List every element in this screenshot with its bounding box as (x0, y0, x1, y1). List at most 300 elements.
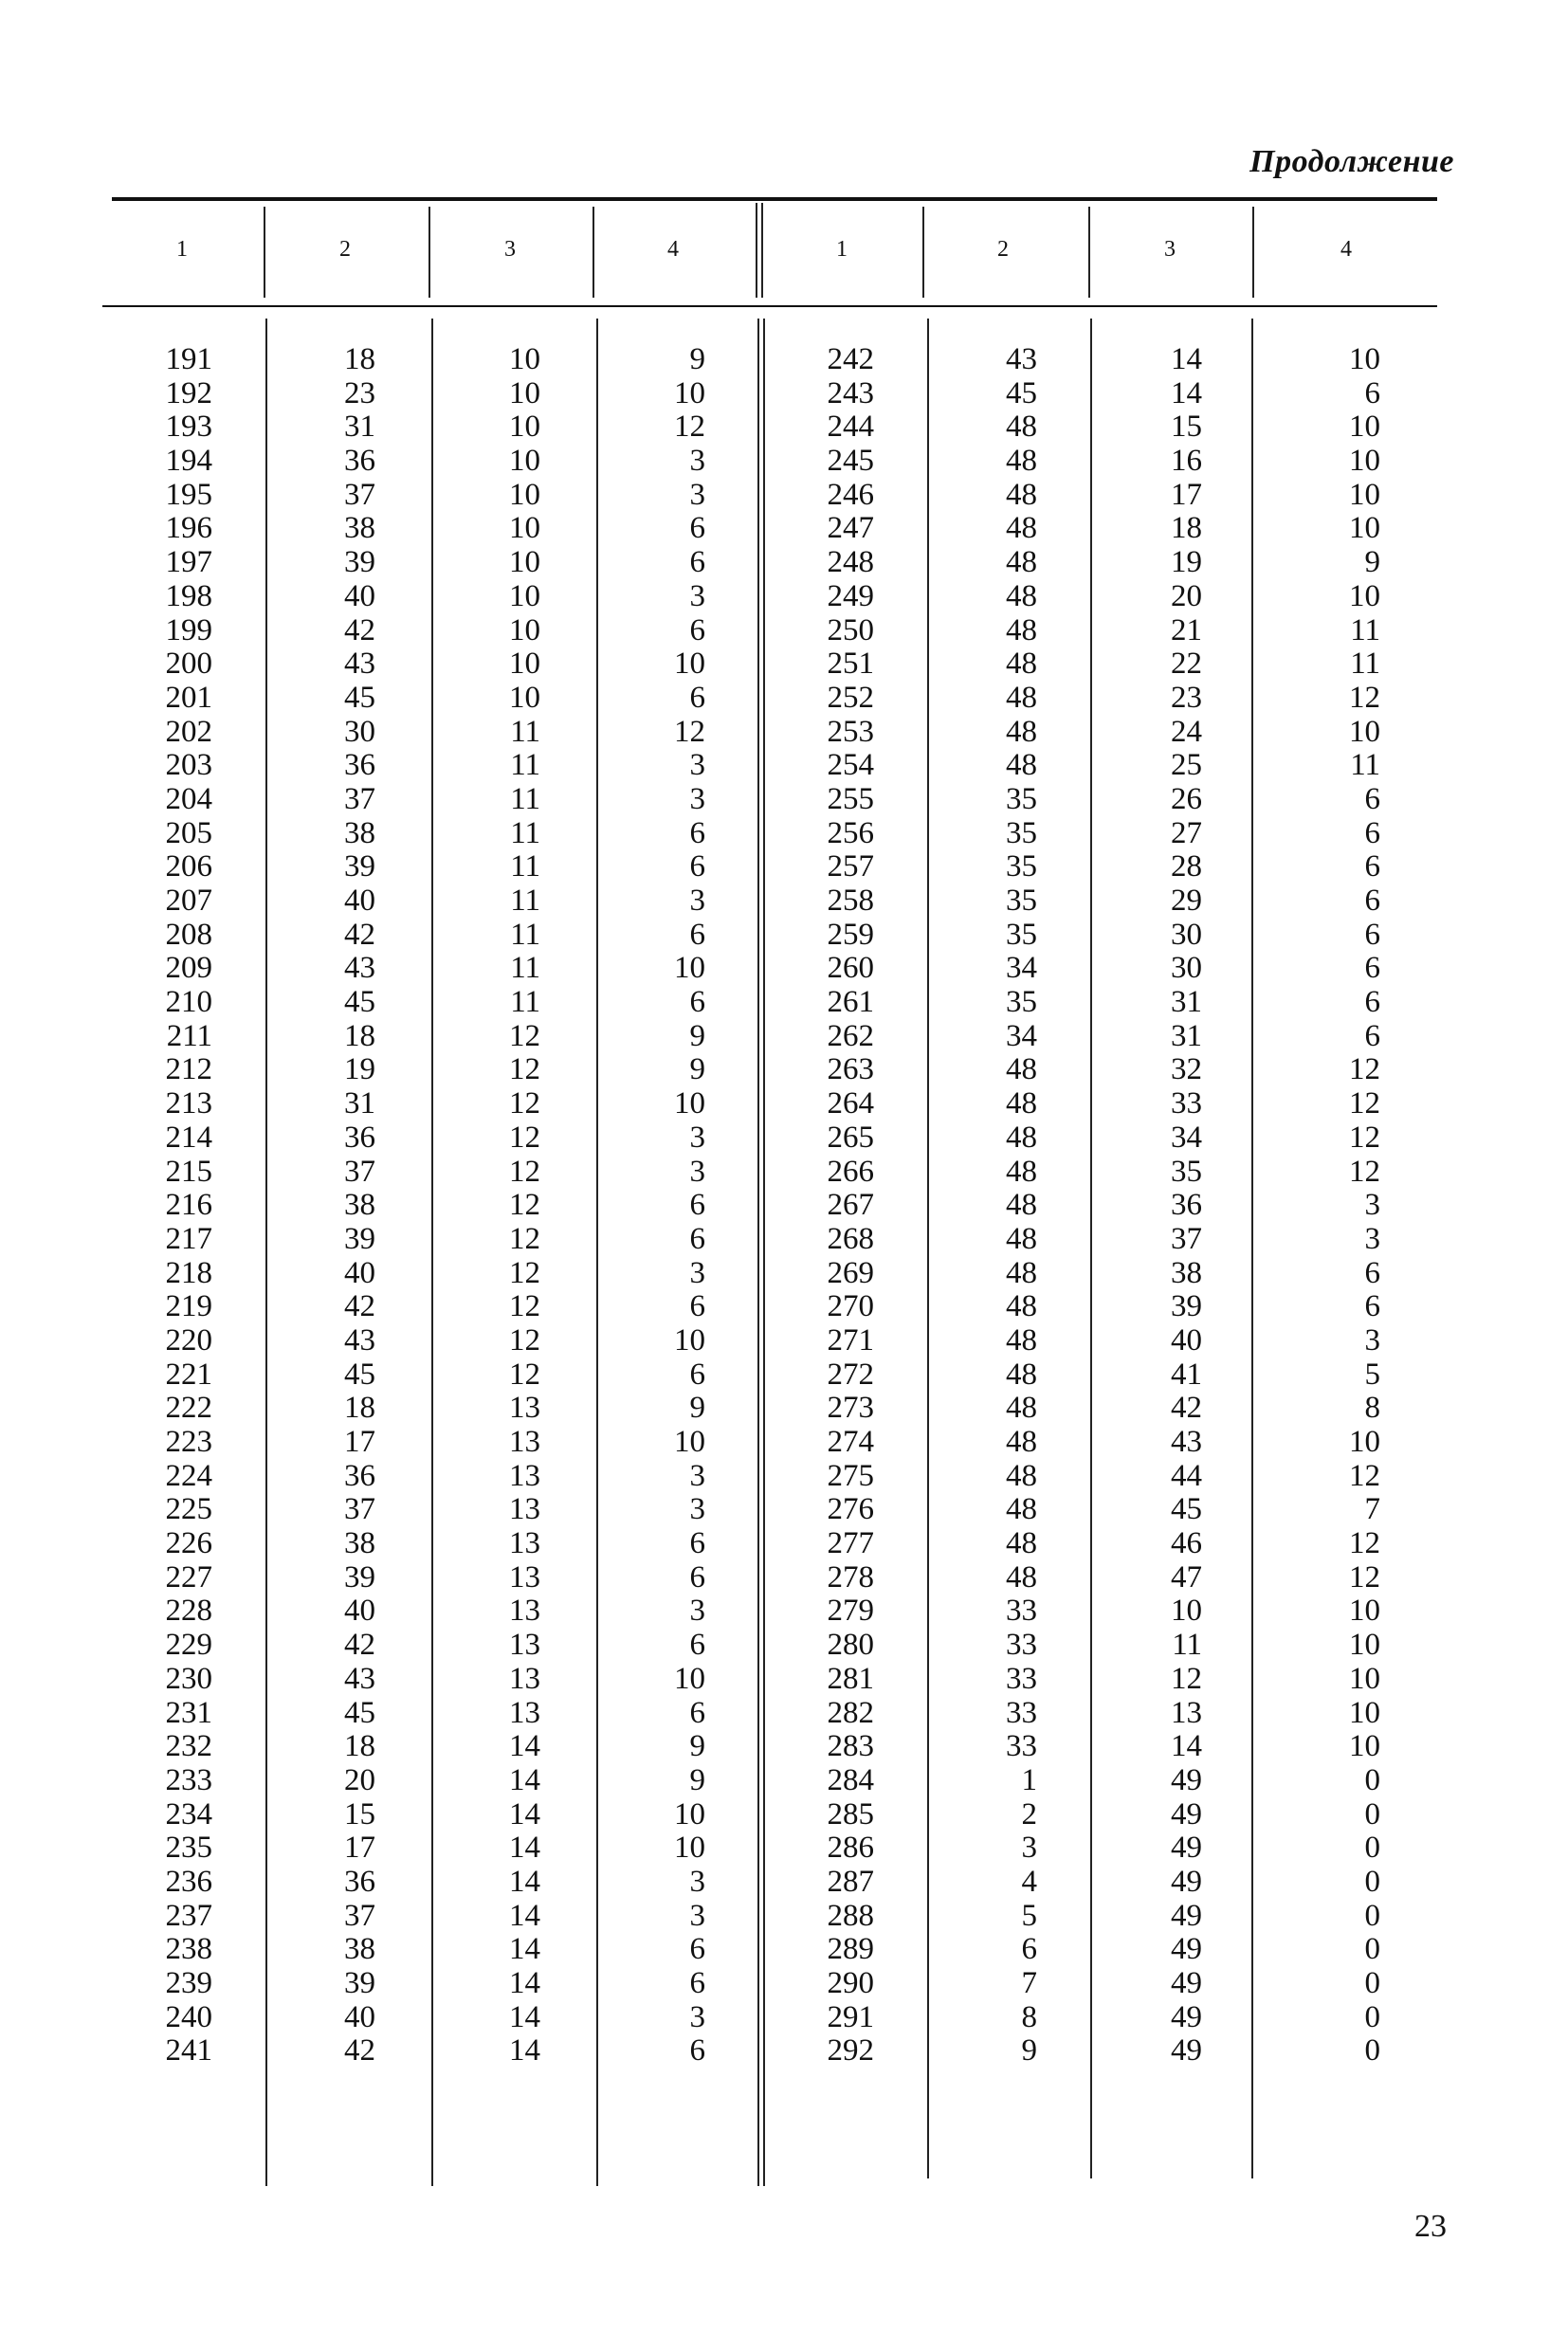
table-cell: 37 (344, 1898, 375, 1933)
table-cell: 239 (165, 1966, 212, 2000)
table-cell: 289 (827, 1932, 874, 1967)
table-cell: 42 (344, 612, 375, 647)
table-cell: 49 (1171, 1831, 1202, 1866)
table-cell: 278 (827, 1559, 874, 1595)
table-cell: 194 (165, 444, 212, 479)
table-cell: 243 (827, 375, 874, 410)
left-col2 (281, 343, 375, 2069)
table-cell: 27 (1171, 815, 1202, 850)
table-cell: 3 (689, 781, 705, 816)
table-cell: 49 (1171, 1796, 1202, 1832)
table-cell: 11 (1350, 647, 1380, 682)
table-cell: 264 (827, 1086, 874, 1121)
table-cell: 48 (1006, 444, 1037, 479)
table-cell: 287 (827, 1864, 874, 1899)
table-cell: 19 (344, 1052, 375, 1087)
table-cell: 34 (1171, 1120, 1202, 1155)
table-cell: 38 (1171, 1255, 1202, 1290)
table-cell: 276 (827, 1492, 874, 1527)
table-cell: 10 (509, 545, 540, 580)
table-cell: 244 (827, 410, 874, 445)
table-cell: 16 (1171, 444, 1202, 479)
table-cell: 236 (165, 1864, 212, 1899)
table-cell: 12 (674, 714, 705, 749)
table-cell: 0 (1364, 1898, 1380, 1933)
column-separator (596, 319, 598, 2186)
table-cell: 48 (1006, 1458, 1037, 1493)
table-cell: 14 (509, 1796, 540, 1832)
table-cell: 3 (689, 748, 705, 783)
header-left-col2: 2 (339, 237, 351, 262)
table-cell: 6 (689, 1628, 705, 1663)
table-cell: 226 (165, 1526, 212, 1561)
table-cell: 12 (1349, 1120, 1380, 1155)
table-cell: 45 (1006, 375, 1037, 410)
table-cell: 42 (1171, 1391, 1202, 1426)
table-cell: 3 (689, 1154, 705, 1189)
table-cell: 210 (165, 985, 212, 1020)
table-cell: 43 (1006, 342, 1037, 376)
table-cell: 40 (344, 578, 375, 613)
table-cell: 6 (689, 1695, 705, 1730)
table-cell: 11 (510, 985, 540, 1020)
table-cell: 10 (674, 1796, 705, 1832)
table-cell: 257 (827, 849, 874, 884)
table-cell: 10 (1349, 1628, 1380, 1663)
table-cell: 24 (1171, 714, 1202, 749)
table-cell: 42 (344, 1289, 375, 1324)
table-cell: 35 (1006, 815, 1037, 850)
table-cell: 10 (509, 375, 540, 410)
table-cell: 234 (165, 1796, 212, 1832)
table-cell: 48 (1006, 748, 1037, 783)
table-cell: 9 (689, 1391, 705, 1426)
table-cell: 45 (344, 1357, 375, 1392)
table-cell: 12 (674, 410, 705, 445)
table-cell: 48 (1006, 1188, 1037, 1223)
table-header-rule (102, 305, 1437, 307)
header-left-col4: 4 (667, 237, 679, 262)
table-cell: 225 (165, 1492, 212, 1527)
table-cell: 11 (1172, 1628, 1202, 1663)
table-cell: 19 (1171, 545, 1202, 580)
table-cell: 0 (1364, 1966, 1380, 2000)
table-cell: 211 (166, 1018, 212, 1053)
table-cell: 14 (509, 1831, 540, 1866)
table-cell: 12 (1349, 1086, 1380, 1121)
table-cell: 36 (344, 1864, 375, 1899)
table-cell: 229 (165, 1628, 212, 1663)
table-cell: 36 (1171, 1188, 1202, 1223)
table-cell: 11 (510, 781, 540, 816)
table-cell: 280 (827, 1628, 874, 1663)
table-cell: 45 (344, 680, 375, 715)
table-cell: 3 (1364, 1322, 1380, 1358)
table-cell: 14 (1171, 342, 1202, 376)
table-cell: 48 (1006, 1120, 1037, 1155)
table-cell: 200 (165, 647, 212, 682)
table-cell: 14 (509, 2033, 540, 2069)
table-cell: 10 (674, 647, 705, 682)
table-cell: 23 (344, 375, 375, 410)
table-cell: 30 (1171, 951, 1202, 986)
table-cell: 279 (827, 1594, 874, 1629)
table-cell: 204 (165, 781, 212, 816)
table-cell: 43 (344, 1661, 375, 1696)
table-cell: 6 (689, 612, 705, 647)
table-cell: 12 (1349, 1559, 1380, 1595)
table-cell: 223 (165, 1425, 212, 1459)
table-cell: 6 (689, 2033, 705, 2069)
table-cell: 33 (1006, 1661, 1037, 1696)
table-cell: 0 (1364, 1831, 1380, 1866)
table-cell: 238 (165, 1932, 212, 1967)
table-cell: 272 (827, 1357, 874, 1392)
table-cell: 35 (1171, 1154, 1202, 1189)
table-cell: 35 (1006, 781, 1037, 816)
table-cell: 208 (165, 917, 212, 952)
table-cell: 40 (344, 1999, 375, 2034)
table-cell: 263 (827, 1052, 874, 1087)
table-cell: 7 (1021, 1966, 1037, 2000)
table-cell: 6 (689, 1357, 705, 1392)
table-cell: 203 (165, 748, 212, 783)
table-cell: 6 (1364, 815, 1380, 850)
table-cell: 49 (1171, 1762, 1202, 1797)
table-cell: 241 (165, 2033, 212, 2069)
table-cell: 6 (689, 1188, 705, 1223)
table-cell: 39 (344, 1559, 375, 1595)
table-cell: 224 (165, 1458, 212, 1493)
table-cell: 0 (1364, 1932, 1380, 1967)
block-separator (756, 203, 757, 298)
table-cell: 3 (1364, 1188, 1380, 1223)
header-left-col1: 1 (176, 237, 188, 262)
table-cell: 18 (344, 1729, 375, 1764)
table-cell: 13 (509, 1391, 540, 1426)
table-cell: 281 (827, 1661, 874, 1696)
table-cell: 35 (1006, 849, 1037, 884)
table-cell: 48 (1006, 1357, 1037, 1392)
table-cell: 49 (1171, 1966, 1202, 2000)
table-cell: 15 (1171, 410, 1202, 445)
table-cell: 15 (344, 1796, 375, 1832)
table-cell: 6 (1021, 1932, 1037, 1967)
table-cell: 11 (510, 849, 540, 884)
table-cell: 11 (510, 951, 540, 986)
left-col1 (118, 343, 212, 2069)
table-cell: 10 (674, 1425, 705, 1459)
table-cell: 6 (689, 1289, 705, 1324)
table-cell: 201 (165, 680, 212, 715)
table-cell: 12 (1171, 1661, 1202, 1696)
left-col4 (611, 343, 705, 2069)
table-cell: 37 (344, 1492, 375, 1527)
table-cell: 31 (344, 410, 375, 445)
table-cell: 10 (1349, 1425, 1380, 1459)
table-cell: 213 (165, 1086, 212, 1121)
table-cell: 222 (165, 1391, 212, 1426)
table-cell: 221 (165, 1357, 212, 1392)
table-cell: 13 (1171, 1695, 1202, 1730)
table-cell: 10 (1171, 1594, 1202, 1629)
table-cell: 248 (827, 545, 874, 580)
page-number: 23 (1414, 2209, 1447, 2244)
table-cell: 26 (1171, 781, 1202, 816)
table-cell: 46 (1171, 1526, 1202, 1561)
table-cell: 262 (827, 1018, 874, 1053)
table-cell: 10 (509, 511, 540, 546)
table-cell: 6 (1364, 781, 1380, 816)
table-cell: 48 (1006, 1086, 1037, 1121)
table-cell: 285 (827, 1796, 874, 1832)
table-cell: 40 (344, 1255, 375, 1290)
table-cell: 48 (1006, 545, 1037, 580)
right-col4 (1285, 343, 1380, 2069)
table-cell: 48 (1006, 1289, 1037, 1324)
table-cell: 30 (344, 714, 375, 749)
table-cell: 9 (1364, 545, 1380, 580)
table-cell: 38 (344, 511, 375, 546)
column-separator (431, 319, 433, 2186)
column-separator (1088, 207, 1090, 298)
block-separator (763, 319, 765, 2186)
table-cell: 25 (1171, 748, 1202, 783)
table-cell: 192 (165, 375, 212, 410)
table-cell: 231 (165, 1695, 212, 1730)
table-cell: 11 (1350, 612, 1380, 647)
table-cell: 6 (1364, 884, 1380, 918)
table-cell: 9 (689, 1729, 705, 1764)
table-cell: 49 (1171, 1999, 1202, 2034)
table-cell: 49 (1171, 2033, 1202, 2069)
table-cell: 48 (1006, 1559, 1037, 1595)
table-cell: 212 (165, 1052, 212, 1087)
table-cell: 6 (1364, 917, 1380, 952)
table-cell: 36 (344, 748, 375, 783)
table-cell: 10 (509, 680, 540, 715)
table-cell: 6 (1364, 375, 1380, 410)
table-cell: 30 (1171, 917, 1202, 952)
table-cell: 18 (344, 342, 375, 376)
table-cell: 219 (165, 1289, 212, 1324)
table-cell: 277 (827, 1526, 874, 1561)
table-cell: 20 (1171, 578, 1202, 613)
header-left-col3: 3 (504, 237, 516, 262)
table-cell: 33 (1006, 1729, 1037, 1764)
table-cell: 37 (1171, 1221, 1202, 1256)
table-cell: 5 (1364, 1357, 1380, 1392)
table-cell: 6 (1364, 1018, 1380, 1053)
table-cell: 49 (1171, 1864, 1202, 1899)
table-cell: 267 (827, 1188, 874, 1223)
table-cell: 265 (827, 1120, 874, 1155)
table-cell: 12 (509, 1018, 540, 1053)
table-cell: 48 (1006, 1052, 1037, 1087)
table-cell: 47 (1171, 1559, 1202, 1595)
table-cell: 45 (344, 985, 375, 1020)
table-cell: 12 (509, 1255, 540, 1290)
table-cell: 43 (344, 951, 375, 986)
table-cell: 17 (344, 1425, 375, 1459)
table-cell: 233 (165, 1762, 212, 1797)
table-cell: 12 (509, 1120, 540, 1155)
table-cell: 6 (689, 1966, 705, 2000)
table-cell: 48 (1006, 1255, 1037, 1290)
table-cell: 218 (165, 1255, 212, 1290)
table-cell: 12 (509, 1357, 540, 1392)
table-cell: 260 (827, 951, 874, 986)
table-cell: 11 (510, 884, 540, 918)
table-cell: 270 (827, 1289, 874, 1324)
table-cell: 13 (509, 1526, 540, 1561)
table-cell: 13 (509, 1492, 540, 1527)
header-right-col4: 4 (1340, 237, 1352, 262)
table-cell: 6 (689, 1559, 705, 1595)
table-cell: 2 (1021, 1796, 1037, 1832)
table-cell: 198 (165, 578, 212, 613)
table-cell: 240 (165, 1999, 212, 2034)
table-cell: 12 (509, 1289, 540, 1324)
table-cell: 0 (1364, 1864, 1380, 1899)
table-cell: 10 (509, 578, 540, 613)
table-cell: 33 (1006, 1594, 1037, 1629)
table-cell: 230 (165, 1661, 212, 1696)
table-cell: 1 (1021, 1762, 1037, 1797)
table-cell: 3 (689, 884, 705, 918)
table-cell: 0 (1364, 2033, 1380, 2069)
table-cell: 14 (509, 1898, 540, 1933)
table-cell: 48 (1006, 647, 1037, 682)
table-cell: 253 (827, 714, 874, 749)
table-cell: 48 (1006, 612, 1037, 647)
table-cell: 255 (827, 781, 874, 816)
table-cell: 242 (827, 342, 874, 376)
table-cell: 3 (689, 1999, 705, 2034)
table-cell: 284 (827, 1762, 874, 1797)
table-cell: 48 (1006, 1322, 1037, 1358)
table-cell: 291 (827, 1999, 874, 2034)
table-cell: 216 (165, 1188, 212, 1223)
table-cell: 33 (1171, 1086, 1202, 1121)
table-cell: 21 (1171, 612, 1202, 647)
table-cell: 275 (827, 1458, 874, 1493)
column-separator (593, 207, 594, 298)
table-cell: 32 (1171, 1052, 1202, 1087)
table-cell: 245 (827, 444, 874, 479)
table-cell: 13 (509, 1425, 540, 1459)
right-col3 (1107, 343, 1202, 2069)
table-cell: 13 (509, 1695, 540, 1730)
table-cell: 10 (509, 477, 540, 512)
table-cell: 6 (689, 1932, 705, 1967)
table-cell: 6 (689, 545, 705, 580)
table-cell: 3 (689, 477, 705, 512)
table-cell: 237 (165, 1898, 212, 1933)
table-cell: 6 (1364, 985, 1380, 1020)
header-right-col3: 3 (1164, 237, 1176, 262)
table-cell: 14 (509, 1762, 540, 1797)
table-cell: 49 (1171, 1898, 1202, 1933)
column-separator (264, 207, 265, 298)
table-cell: 42 (344, 1628, 375, 1663)
table-cell: 39 (1171, 1289, 1202, 1324)
table-cell: 20 (344, 1762, 375, 1797)
table-cell: 10 (1349, 578, 1380, 613)
table-cell: 13 (509, 1559, 540, 1595)
table-cell: 48 (1006, 680, 1037, 715)
table-cell: 10 (509, 444, 540, 479)
table-cell: 12 (509, 1086, 540, 1121)
table-cell: 3 (689, 1492, 705, 1527)
table-cell: 48 (1006, 477, 1037, 512)
table-cell: 49 (1171, 1932, 1202, 1967)
table-top-rule (112, 197, 1437, 201)
table-cell: 43 (344, 1322, 375, 1358)
table-cell: 14 (509, 1966, 540, 2000)
table-cell: 282 (827, 1695, 874, 1730)
table-cell: 31 (1171, 985, 1202, 1020)
table-cell: 10 (674, 1322, 705, 1358)
table-cell: 3 (1364, 1221, 1380, 1256)
table-cell: 38 (344, 1932, 375, 1967)
table-cell: 10 (1349, 714, 1380, 749)
table-cell: 195 (165, 477, 212, 512)
table-cell: 48 (1006, 511, 1037, 546)
table-cell: 48 (1006, 1391, 1037, 1426)
table-cell: 199 (165, 612, 212, 647)
table-cell: 10 (1349, 1695, 1380, 1730)
table-cell: 209 (165, 951, 212, 986)
table-cell: 18 (344, 1018, 375, 1053)
table-cell: 232 (165, 1729, 212, 1764)
table-cell: 48 (1006, 1425, 1037, 1459)
table-cell: 6 (1364, 1289, 1380, 1324)
table-cell: 8 (1364, 1391, 1380, 1426)
table-cell: 10 (1349, 1729, 1380, 1764)
table-cell: 254 (827, 748, 874, 783)
table-cell: 227 (165, 1559, 212, 1595)
table-cell: 9 (1021, 2033, 1037, 2069)
column-separator (1252, 207, 1254, 298)
table-cell: 9 (689, 342, 705, 376)
table-cell: 10 (1349, 1594, 1380, 1629)
block-separator (757, 319, 759, 2186)
table-cell: 197 (165, 545, 212, 580)
table-cell: 292 (827, 2033, 874, 2069)
table-cell: 220 (165, 1322, 212, 1358)
table-cell: 228 (165, 1594, 212, 1629)
table-cell: 10 (674, 1086, 705, 1121)
table-cell: 36 (344, 444, 375, 479)
table-cell: 11 (510, 748, 540, 783)
table-cell: 14 (509, 1864, 540, 1899)
block-separator (761, 203, 763, 298)
table-cell: 14 (509, 1729, 540, 1764)
table-cell: 9 (689, 1762, 705, 1797)
table-cell: 3 (1021, 1831, 1037, 1866)
table-cell: 39 (344, 545, 375, 580)
table-cell: 17 (344, 1831, 375, 1866)
table-cell: 6 (1364, 1255, 1380, 1290)
table-cell: 42 (344, 2033, 375, 2069)
table-cell: 14 (1171, 375, 1202, 410)
table-cell: 31 (1171, 1018, 1202, 1053)
table-cell: 6 (689, 815, 705, 850)
table-cell: 41 (1171, 1357, 1202, 1392)
table-cell: 3 (689, 1255, 705, 1290)
table-cell: 43 (344, 647, 375, 682)
